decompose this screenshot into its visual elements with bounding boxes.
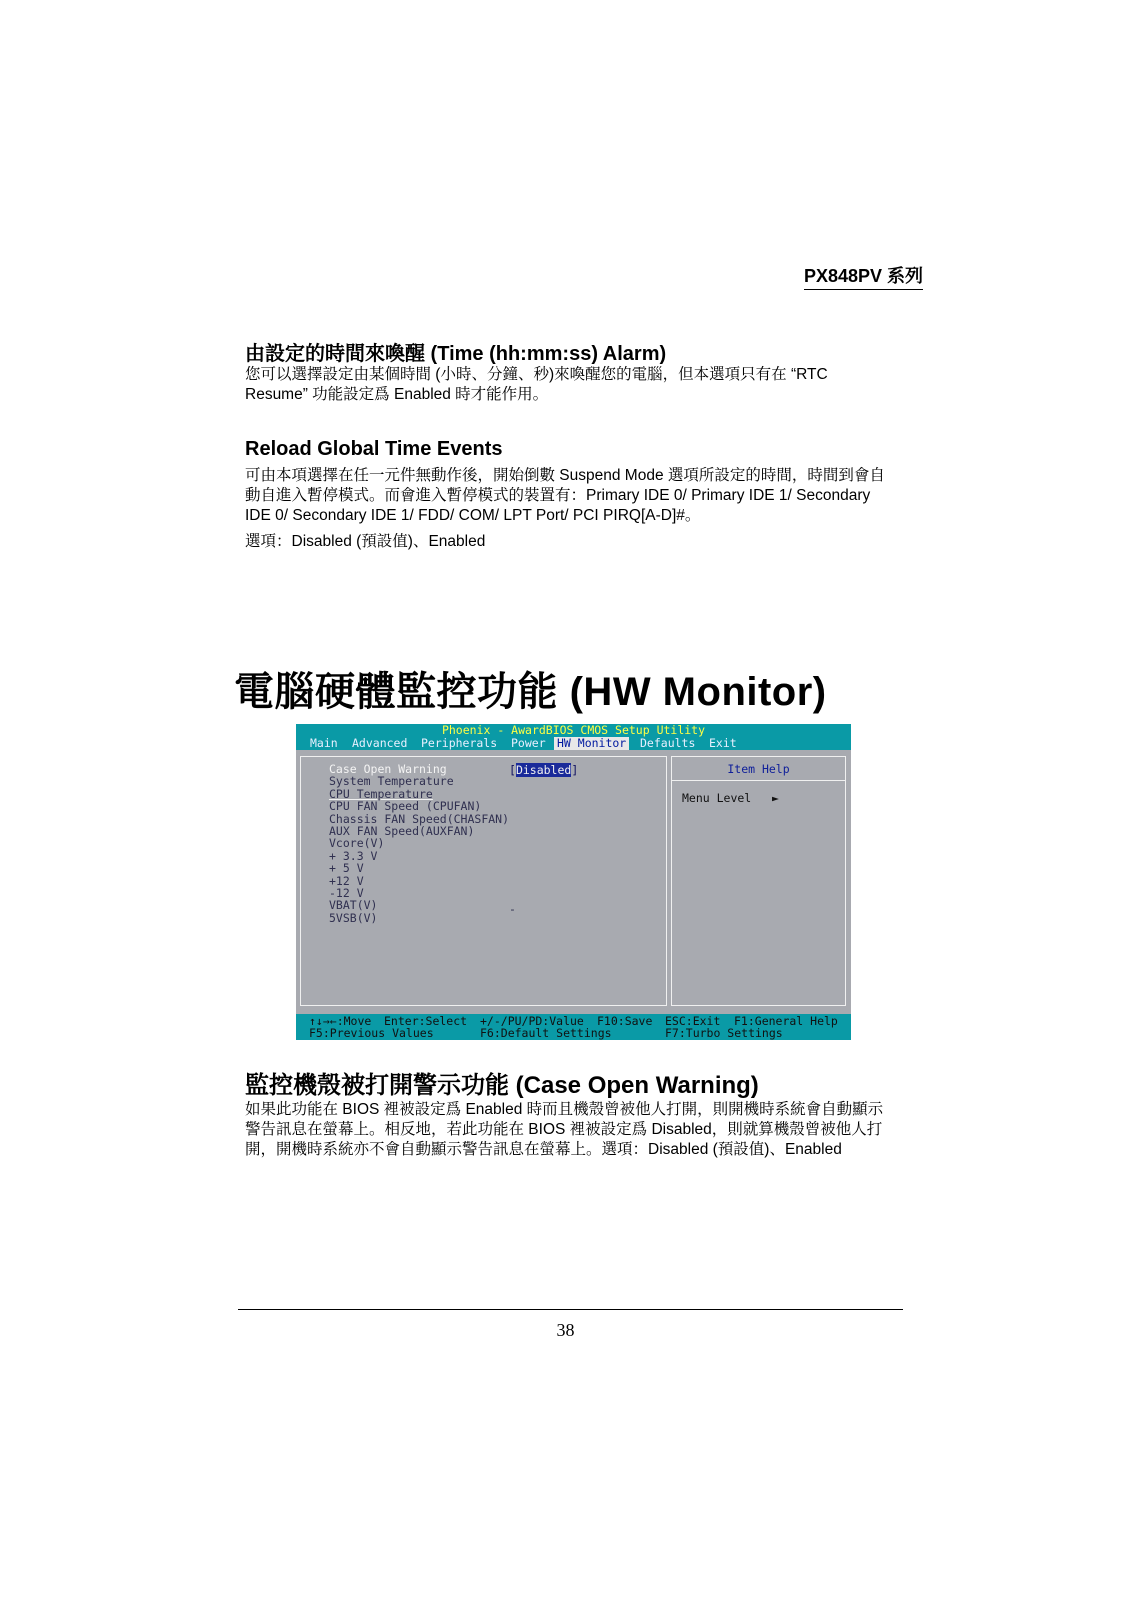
page-number: 38 <box>556 1320 575 1340</box>
bios-menu-main[interactable]: Main <box>310 736 338 750</box>
case-open-warning-value[interactable]: [Disabled] <box>509 763 579 777</box>
series-header: PX848PV 系列 <box>804 262 923 290</box>
footer-key-previous: F5:Previous Values <box>309 1026 434 1040</box>
bios-screenshot <box>296 724 851 1040</box>
bios-item-aux-fan-speed: AUX FAN Speed(AUXFAN) <box>329 824 475 838</box>
case-open-section-title: 監控機殼被打開警示功能 (Case Open Warning) <box>245 1072 759 1099</box>
bios-item-vcore: Vcore(V) <box>329 836 385 851</box>
bios-item-cpu-temperature: CPU Temperature <box>329 786 433 801</box>
bios-menu-hw-monitor[interactable]: HW Monitor <box>554 737 629 750</box>
bios-item-system-temperature: System Temperature <box>329 774 454 789</box>
footer-key-move: ↑↓→←:Move <box>309 1014 372 1028</box>
bios-item-minus-12v: -12 V <box>329 886 364 900</box>
bios-menu-peripherals[interactable]: Peripherals <box>421 736 498 750</box>
footer-key-turbo: F7:Turbo Settings <box>665 1026 783 1040</box>
bios-item-cpu-fan-speed: CPU FAN Speed (CPUFAN) <box>329 799 482 814</box>
footer-key-default: F6:Default Settings <box>480 1026 612 1040</box>
hw-monitor-title: 電腦硬體監控功能 (HW Monitor) <box>234 670 827 714</box>
bios-menu-defaults[interactable]: Defaults <box>640 736 696 750</box>
bios-menu-bar <box>296 737 851 750</box>
footer-key-help: F1:General Help <box>734 1014 838 1028</box>
case-open-line: 開，開機時系統亦不會自動顯示警告訊息在螢幕上。選項：Disabled (預設值)、Enabled <box>245 1141 842 1158</box>
reload-line: 動自進入暫停模式。而會進入暫停模式的裝置有：Primary IDE 0/ Primary IDE 1/ Secondary <box>245 487 871 504</box>
footer-rule <box>238 1309 903 1310</box>
bios-menu-level: Menu Level <box>682 791 752 805</box>
case-open-section-body <box>245 1100 925 1160</box>
footer-key-save: F10:Save <box>597 1014 653 1028</box>
bios-title-bar: Phoenix - AwardBIOS CMOS Setup Utility <box>296 724 851 737</box>
bios-help-panel <box>671 756 846 1006</box>
reload-line: 可由本項選擇在任一元件無動作後，開始倒數 Suspend Mode 選項所設定的時間，時間到會自 <box>245 467 885 484</box>
reload-line: IDE 0/ Secondary IDE 1/ FDD/ COM/ LPT Port/ PCI PIRQ[A-D]#。 <box>245 507 701 524</box>
bios-menu-exit[interactable]: Exit <box>709 736 737 750</box>
footer-key-select: Enter:Select <box>384 1014 468 1028</box>
case-open-warning-selected[interactable]: Disabled <box>515 763 572 777</box>
case-open-line: 警告訊息在螢幕上。相反地，若此功能在 BIOS 裡被設定爲 Disabled，則就算機殼曾被他人打 <box>245 1121 883 1138</box>
alarm-line: Resume” 功能設定爲 Enabled 時才能作用。 <box>245 386 549 403</box>
alarm-section-title: 由設定的時間來喚醒 (Time (hh:mm:ss) Alarm) <box>245 343 667 365</box>
footer-key-value: +/-/PU/PD:Value <box>480 1014 584 1028</box>
menu-level-arrow-icon: ► <box>772 791 779 805</box>
bios-dash: - <box>509 902 516 916</box>
bios-item-12v: +12 V <box>329 873 364 888</box>
reload-options: 選項：Disabled (預設值)、Enabled <box>245 533 486 550</box>
bios-footer <box>296 1014 851 1040</box>
alarm-line: 您可以選擇設定由某個時間 (小時、分鐘、秒)來喚醒您的電腦，但本選項只有在 “RTC <box>245 366 828 383</box>
bios-item-3-3v: + 3.3 V <box>329 848 378 863</box>
bios-item-chassis-fan-speed: Chassis FAN Speed(CHASFAN) <box>329 811 510 826</box>
bios-item-vbat: VBAT(V) <box>329 898 378 913</box>
bios-item-case-open-warning[interactable]: Case Open Warning <box>329 762 447 776</box>
bios-item-5v: + 5 V <box>329 861 364 876</box>
alarm-section-body <box>245 365 925 405</box>
bios-menu-power[interactable]: Power <box>511 736 546 750</box>
bios-item-5vsb: 5VSB(V) <box>329 910 378 925</box>
reload-section-title: Reload Global Time Events <box>245 438 503 460</box>
bios-item-help-title: Item Help <box>672 757 845 781</box>
case-open-line: 如果此功能在 BIOS 裡被設定爲 Enabled 時而且機殼曾被他人打開，則開機時系統會自動顯示 <box>245 1101 884 1118</box>
reload-section-body <box>245 466 925 526</box>
bios-menu-advanced[interactable]: Advanced <box>352 736 408 750</box>
footer-key-exit: ESC:Exit <box>665 1014 721 1028</box>
